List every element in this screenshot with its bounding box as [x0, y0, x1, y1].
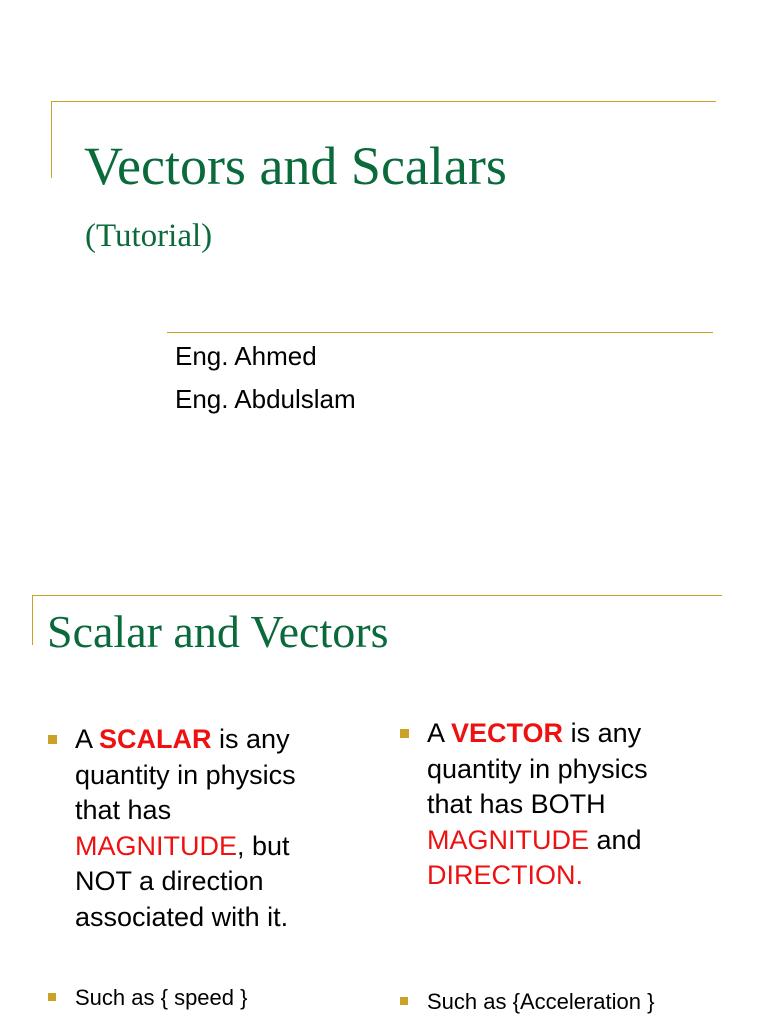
- scalar-definition: [75, 722, 375, 935]
- scalar-line-6: associated with it.: [75, 901, 289, 932]
- vector-example: Such as {Acceleration }: [427, 988, 654, 1016]
- scalar-term: SCALAR: [99, 724, 212, 754]
- vector-line-2: quantity in physics: [427, 753, 648, 784]
- bullet-marker: [48, 993, 56, 1001]
- scalar-line-4: MAGNITUDE, but: [75, 830, 290, 861]
- scalar-line-1: A SCALAR is any: [75, 724, 290, 754]
- slide-title: Vectors and Scalars: [84, 136, 507, 196]
- scalar-line-3: that has: [75, 795, 172, 825]
- vector-line-3: that has BOTH: [427, 789, 606, 819]
- section-top-rule: [32, 595, 722, 596]
- scalar-line-5: NOT a direction: [75, 866, 264, 896]
- section-title: Scalar and Vectors: [47, 606, 389, 657]
- title-left-rule: [51, 101, 52, 178]
- vector-term: VECTOR: [451, 718, 564, 748]
- vector-line-4: MAGNITUDE and: [427, 824, 642, 855]
- vector-definition: [427, 716, 747, 894]
- scalar-magnitude: MAGNITUDE: [75, 830, 237, 861]
- bullet-marker: [400, 729, 409, 738]
- author-2: Eng. Abdulslam: [175, 384, 356, 414]
- author-1: Eng. Ahmed: [175, 341, 317, 371]
- slide-subtitle: (Tutorial): [85, 218, 213, 254]
- section-left-rule: [32, 595, 33, 645]
- author-divider: [167, 332, 713, 333]
- vector-line-1: A VECTOR is any: [427, 718, 642, 748]
- scalar-line-2: quantity in physics: [75, 759, 296, 790]
- bullet-marker: [48, 735, 57, 744]
- vector-magnitude: MAGNITUDE: [427, 824, 589, 855]
- vector-line-5: DIRECTION.: [427, 860, 584, 890]
- scalar-example: Such as { speed }: [75, 984, 247, 1012]
- title-top-rule: [51, 101, 716, 102]
- bullet-marker: [400, 997, 408, 1005]
